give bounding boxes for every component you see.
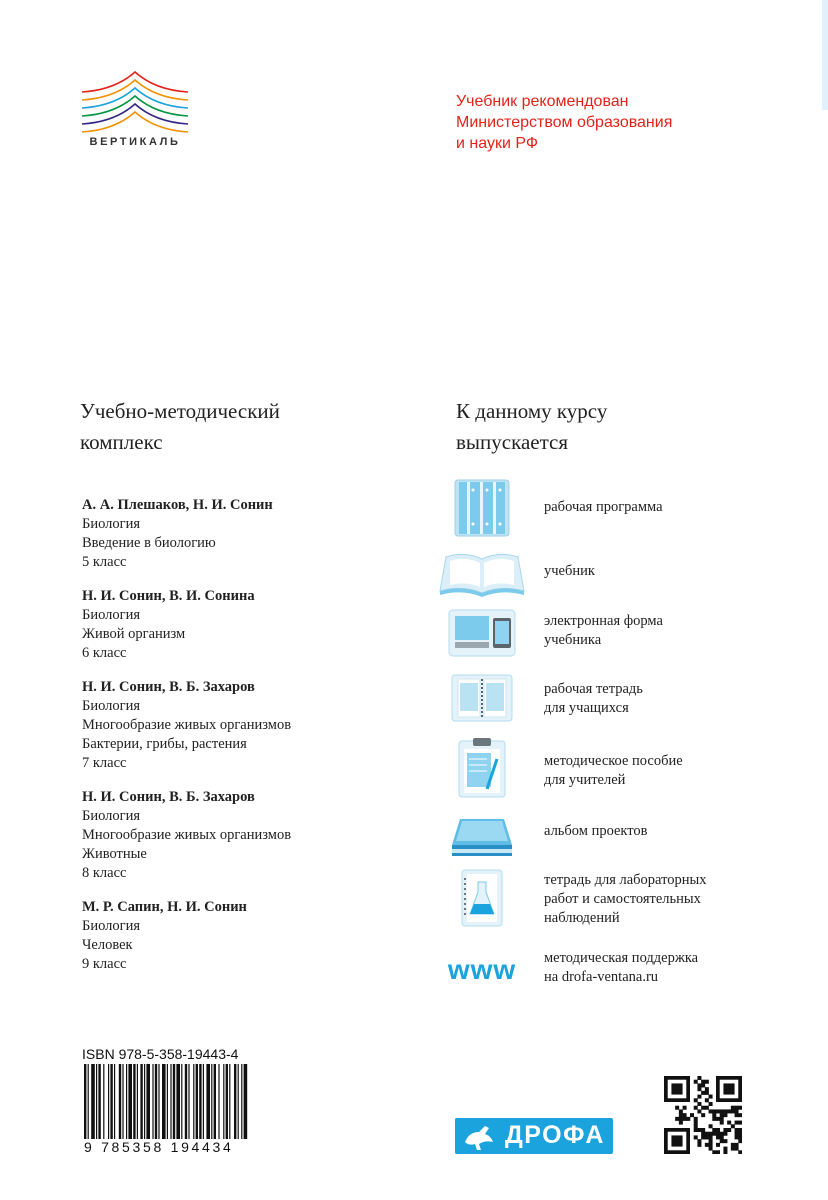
book-item xyxy=(82,678,422,773)
resource-label xyxy=(544,871,707,928)
book-line: Многообразие живых организмов xyxy=(82,827,292,843)
book-line: Животные xyxy=(82,846,147,862)
book-authors: А. А. Плешаков, Н. И. Сонин xyxy=(82,497,273,513)
resource-line: работ и самостоятельных xyxy=(544,891,701,907)
resource-line: учебник xyxy=(544,563,595,579)
book-line: 8 класс xyxy=(82,865,127,881)
book-line: 7 класс xyxy=(82,755,127,771)
recommendation-line: и науки РФ xyxy=(456,135,538,152)
heading-line: комплекс xyxy=(80,430,163,454)
heading-line: К данному курсу xyxy=(456,399,608,423)
book-line: Биология xyxy=(82,918,141,934)
resource-line: альбом проектов xyxy=(544,823,648,839)
open-book-icon xyxy=(436,542,528,602)
book-line: Биология xyxy=(82,808,141,824)
clipboard-icon xyxy=(436,738,528,798)
resource-line: тетрадь для лабораторных xyxy=(544,872,707,888)
resource-label xyxy=(544,612,663,650)
resource-item xyxy=(436,806,766,866)
book-item xyxy=(82,587,422,663)
binder-icon xyxy=(436,478,528,538)
resource-label xyxy=(544,752,683,790)
resource-item xyxy=(436,668,766,728)
bustard-bird-icon xyxy=(459,1118,503,1154)
book-line: 9 класс xyxy=(82,956,127,972)
vertikal-logo-icon xyxy=(80,70,190,136)
resource-line: методическая поддержка xyxy=(544,950,699,966)
drofa-logo xyxy=(455,1118,613,1154)
resource-item xyxy=(436,602,766,662)
resource-line: рабочая программа xyxy=(544,499,663,515)
notebook-icon xyxy=(436,668,528,728)
resource-label xyxy=(544,562,595,581)
resource-item xyxy=(436,478,766,538)
resource-line: для учителей xyxy=(544,772,626,788)
publisher-logo-text: ВЕРТИКАЛЬ xyxy=(89,136,181,148)
book-line: Живой организм xyxy=(82,626,186,642)
recommendation-line: Министерством образования xyxy=(456,114,673,131)
album-icon xyxy=(436,806,528,866)
devices-icon xyxy=(436,602,528,662)
book-authors: М. Р. Сапин, Н. И. Сонин xyxy=(82,899,247,915)
book-item xyxy=(82,788,422,883)
resource-item xyxy=(436,940,766,1000)
book-authors: Н. И. Сонин, В. Б. Захаров xyxy=(82,789,255,805)
recommendation-note xyxy=(456,91,776,154)
resource-line: учебника xyxy=(544,632,602,648)
drofa-logo-text: ДРОФА xyxy=(505,1121,605,1149)
resource-line: для учащихся xyxy=(544,700,629,716)
book-authors: Н. И. Сонин, В. И. Сонина xyxy=(82,588,255,604)
book-line: Многообразие живых организмов xyxy=(82,717,292,733)
resource-line: на drofa-ventana.ru xyxy=(544,969,659,985)
resource-item xyxy=(436,868,766,928)
www-icon xyxy=(436,940,528,1000)
book-line: Биология xyxy=(82,516,141,532)
isbn-label: ISBN 978-5-358-19443-4 xyxy=(82,1046,239,1062)
publisher-logo xyxy=(80,70,190,160)
barcode-digits: 9 785358 194434 xyxy=(84,1139,250,1155)
book-line: 5 класс xyxy=(82,554,127,570)
book-line: Человек xyxy=(82,937,133,953)
resource-label xyxy=(544,822,648,841)
book-line: 6 класс xyxy=(82,645,127,661)
resource-line: наблюдений xyxy=(544,910,620,926)
resource-line: методическое пособие xyxy=(544,753,683,769)
resource-line: рабочая тетрадь xyxy=(544,681,643,697)
book-line: Бактерии, грибы, растения xyxy=(82,736,247,752)
resource-item xyxy=(436,738,766,798)
book-item xyxy=(82,496,422,572)
barcode-icon xyxy=(82,1064,248,1146)
heading-line: выпускается xyxy=(456,430,569,454)
book-authors: Н. И. Сонин, В. Б. Захаров xyxy=(82,679,255,695)
flask-icon xyxy=(436,868,528,928)
heading-line: Учебно-методический xyxy=(80,399,280,423)
book-line: Биология xyxy=(82,607,141,623)
book-item xyxy=(82,898,422,974)
recommendation-line: Учебник рекомендован xyxy=(456,93,629,110)
book-line: Биология xyxy=(82,698,141,714)
book-line: Введение в биологию xyxy=(82,535,216,551)
book-list xyxy=(82,496,422,989)
qr-code-icon xyxy=(664,1076,742,1154)
edge-strip xyxy=(822,0,828,110)
complex-heading xyxy=(80,396,280,458)
resource-line: электронная форма xyxy=(544,613,663,629)
www-text: www xyxy=(447,954,517,985)
resource-label xyxy=(544,498,663,517)
resource-label xyxy=(544,949,698,987)
course-heading xyxy=(456,396,607,458)
resource-item xyxy=(436,542,766,602)
resource-label xyxy=(544,680,643,718)
